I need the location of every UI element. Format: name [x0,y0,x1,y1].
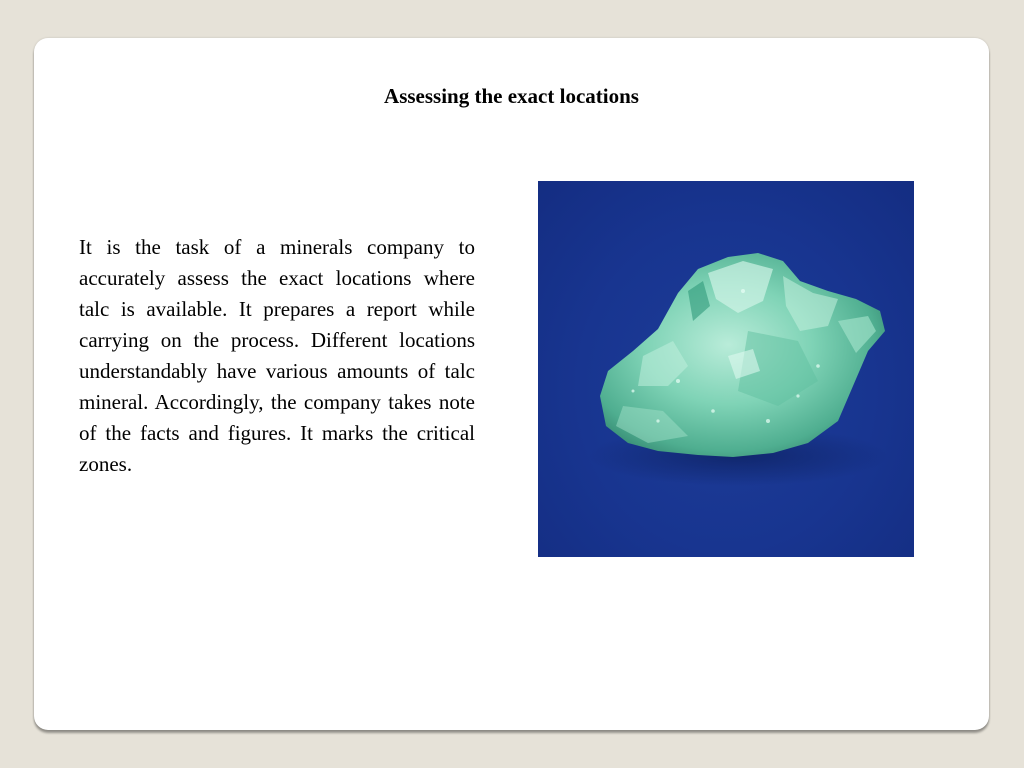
slide-title: Assessing the exact locations [384,84,639,108]
slide-body-text: It is the task of a minerals company to accurately assess the exact locations where talc is available. It prepares a report while carrying on the process. Different locations understandably have various amounts of talc mineral. Accordingly, the company takes note of the facts and figures. It marks the critical zones. [79,235,475,476]
talc-mineral-illustration [538,181,914,557]
slide [34,38,989,730]
talc-mineral-photo [538,181,914,557]
